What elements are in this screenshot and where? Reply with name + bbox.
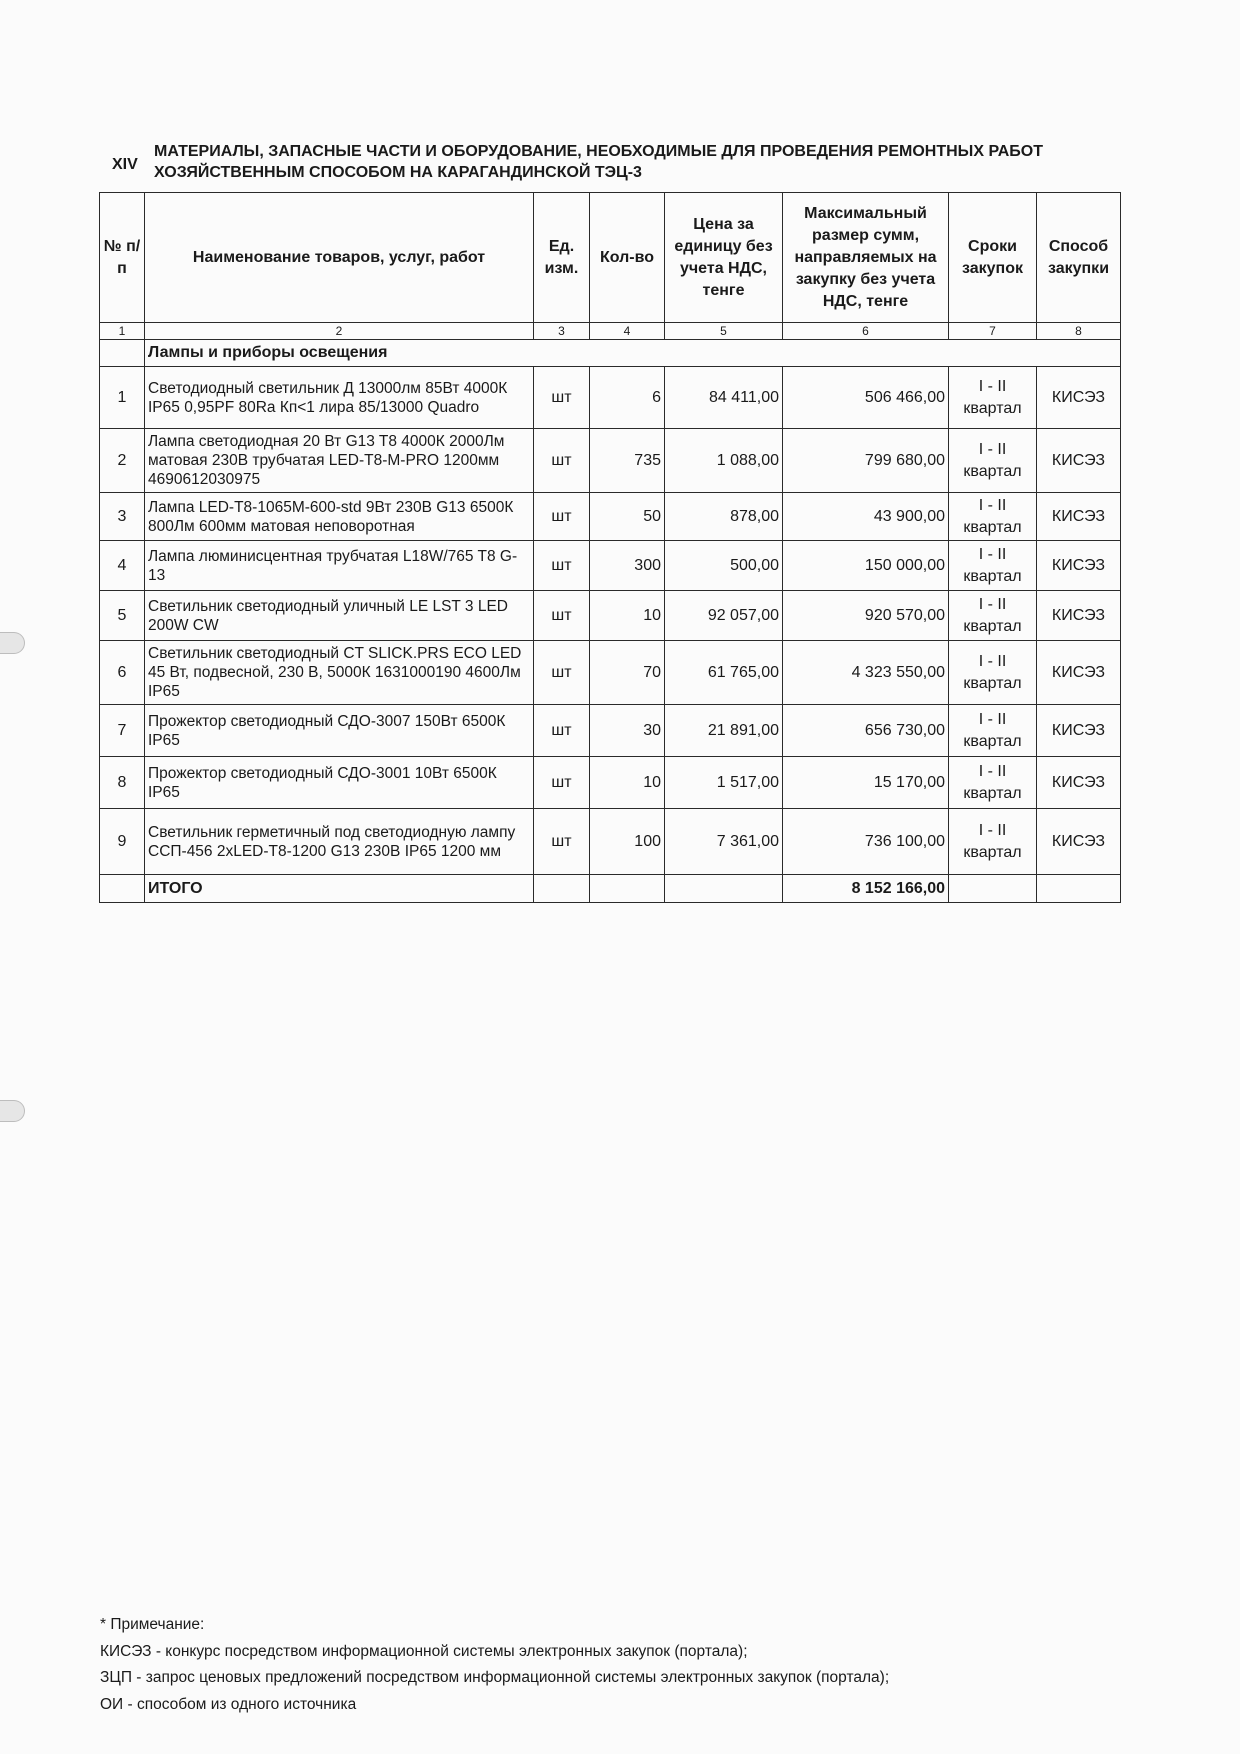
cell-qty: 100 [590, 809, 665, 875]
cell-name: Прожектор светодиодный СДО-3007 150Вт 6500К IP65 [145, 705, 534, 757]
header-period: Сроки закупок [949, 193, 1037, 323]
footnotes [100, 1612, 1200, 1718]
cell-num: 4 [100, 541, 145, 591]
cell-num: 6 [100, 641, 145, 705]
cell-unit: шт [534, 809, 590, 875]
cell-sum: 150 000,00 [783, 541, 949, 591]
cell-period: I - II квартал [949, 541, 1037, 591]
cell-method: КИСЭЗ [1037, 591, 1121, 641]
header-method: Способ закупки [1037, 193, 1121, 323]
header-row [100, 193, 1121, 323]
cell-qty: 10 [590, 757, 665, 809]
cell-period: I - II квартал [949, 641, 1037, 705]
note-line: ЗЦП - запрос ценовых предложений посредством информационной системы электронных закупок (портала); [100, 1669, 890, 1686]
cell-name: Лампа люминисцентная трубчатая L18W/765 T8 G-13 [145, 541, 534, 591]
cell-qty: 735 [590, 429, 665, 493]
total-blank-cell [665, 875, 783, 903]
cell-period: I - II квартал [949, 757, 1037, 809]
cell-price: 7 361,00 [665, 809, 783, 875]
cell-method: КИСЭЗ [1037, 809, 1121, 875]
cell-name: Светодиодный светильник Д 13000лм 85Вт 4000К IP65 0,95PF 80Ra Кп<1 лира 85/13000 Quadro [145, 367, 534, 429]
cell-unit: шт [534, 757, 590, 809]
cell-method: КИСЭЗ [1037, 757, 1121, 809]
cell-method: КИСЭЗ [1037, 367, 1121, 429]
cell-num: 2 [100, 429, 145, 493]
cell-period: I - II квартал [949, 591, 1037, 641]
note-line: ОИ - способом из одного источника [100, 1695, 357, 1713]
cell-price: 878,00 [665, 493, 783, 541]
header-unit: Ед. изм. [534, 193, 590, 323]
table-row [100, 429, 1121, 493]
total-blank-cell [534, 875, 590, 903]
table-row [100, 809, 1121, 875]
cell-method: КИСЭЗ [1037, 705, 1121, 757]
cell-sum: 506 466,00 [783, 367, 949, 429]
total-blank-cell [100, 875, 145, 903]
total-blank-cell [1037, 875, 1121, 903]
cell-qty: 30 [590, 705, 665, 757]
procurement-table [99, 192, 1121, 903]
cell-sum: 4 323 550,00 [783, 641, 949, 705]
cell-sum: 736 100,00 [783, 809, 949, 875]
cell-price: 84 411,00 [665, 367, 783, 429]
total-blank-cell [590, 875, 665, 903]
cell-period: I - II квартал [949, 429, 1037, 493]
cell-name: Лампа LED-T8-1065M-600-std 9Вт 230В G13 6500К 800Лм 600мм матовая неповоротная [145, 493, 534, 541]
cell-qty: 50 [590, 493, 665, 541]
cell-unit: шт [534, 367, 590, 429]
column-number: 3 [534, 323, 590, 340]
cell-sum: 656 730,00 [783, 705, 949, 757]
header-name: Наименование товаров, услуг, работ [145, 193, 534, 323]
note-line: КИСЭЗ - конкурс посредством информационной системы электронных закупок (портала); [100, 1642, 748, 1660]
table-row [100, 367, 1121, 429]
cell-num: 7 [100, 705, 145, 757]
note-heading: * Примечание: [100, 1616, 205, 1633]
cell-num: 1 [100, 367, 145, 429]
table-row [100, 493, 1121, 541]
column-number: 1 [100, 323, 145, 340]
cell-name: Прожектор светодиодный СДО-3001 10Вт 6500К IP65 [145, 757, 534, 809]
cell-price: 1 088,00 [665, 429, 783, 493]
binder-hole-top [0, 632, 25, 654]
cell-method: КИСЭЗ [1037, 641, 1121, 705]
section-title: МАТЕРИАЛЫ, ЗАПАСНЫЕ ЧАСТИ И ОБОРУДОВАНИЕ, НЕОБХОДИМЫЕ ДЛЯ ПРОВЕДЕНИЯ РЕМОНТНЫХ РАБОТ ХОЗЯЙСТВЕННЫМ СПОСОБОМ НА КАРАГАНДИНСКОЙ ТЭЦ-3 [154, 143, 1043, 181]
section-number: XIV [112, 156, 138, 173]
table-row [100, 541, 1121, 591]
cell-unit: шт [534, 591, 590, 641]
column-number-row [100, 323, 1121, 340]
cell-unit: шт [534, 429, 590, 493]
column-number: 5 [665, 323, 783, 340]
cell-sum: 920 570,00 [783, 591, 949, 641]
cell-unit: шт [534, 541, 590, 591]
group-label: Лампы и приборы освещения [145, 340, 1121, 367]
total-row [100, 875, 1121, 903]
table-row [100, 757, 1121, 809]
cell-name: Светильник светодиодный CT SLICK.PRS ECO LED 45 Вт, подвесной, 230 В, 5000К 1631000190 4600Лм IP65 [145, 641, 534, 705]
cell-period: I - II квартал [949, 493, 1037, 541]
cell-sum: 43 900,00 [783, 493, 949, 541]
cell-method: КИСЭЗ [1037, 493, 1121, 541]
cell-price: 92 057,00 [665, 591, 783, 641]
cell-unit: шт [534, 705, 590, 757]
cell-method: КИСЭЗ [1037, 429, 1121, 493]
cell-unit: шт [534, 641, 590, 705]
total-blank-cell [949, 875, 1037, 903]
table-row [100, 641, 1121, 705]
column-number: 6 [783, 323, 949, 340]
cell-qty: 70 [590, 641, 665, 705]
header-qty: Кол-во [590, 193, 665, 323]
header-num: № п/п [100, 193, 145, 323]
group-row [100, 340, 1121, 367]
cell-qty: 10 [590, 591, 665, 641]
column-number: 4 [590, 323, 665, 340]
cell-period: I - II квартал [949, 705, 1037, 757]
header-price: Цена за единицу без учета НДС, тенге [665, 193, 783, 323]
table-row [100, 705, 1121, 757]
cell-qty: 300 [590, 541, 665, 591]
cell-period: I - II квартал [949, 367, 1037, 429]
cell-price: 21 891,00 [665, 705, 783, 757]
cell-num: 8 [100, 757, 145, 809]
table-row [100, 591, 1121, 641]
column-number: 7 [949, 323, 1037, 340]
cell-unit: шт [534, 493, 590, 541]
cell-price: 500,00 [665, 541, 783, 591]
cell-num: 3 [100, 493, 145, 541]
binder-hole-bottom [0, 1100, 25, 1122]
column-number: 2 [145, 323, 534, 340]
cell-name: Светильник герметичный под светодиодную лампу ССП-456 2xLED-T8-1200 G13 230В IP65 1200 мм [145, 809, 534, 875]
header-sum: Максимальный размер сумм, направляемых на закупку без учета НДС, тенге [783, 193, 949, 323]
cell-name: Лампа светодиодная 20 Вт G13 T8 4000К 2000Лм матовая 230В трубчатая LED-T8-M-PRO 1200мм 4690612030975 [145, 429, 534, 493]
total-label: ИТОГО [145, 875, 534, 903]
cell-sum: 15 170,00 [783, 757, 949, 809]
cell-qty: 6 [590, 367, 665, 429]
total-sum: 8 152 166,00 [783, 875, 949, 903]
cell-method: КИСЭЗ [1037, 541, 1121, 591]
cell-price: 1 517,00 [665, 757, 783, 809]
cell-num: 5 [100, 591, 145, 641]
cell-price: 61 765,00 [665, 641, 783, 705]
group-blank-cell [100, 340, 145, 367]
cell-name: Светильник светодиодный уличный LE LST 3 LED 200W CW [145, 591, 534, 641]
column-number: 8 [1037, 323, 1121, 340]
cell-sum: 799 680,00 [783, 429, 949, 493]
cell-period: I - II квартал [949, 809, 1037, 875]
cell-num: 9 [100, 809, 145, 875]
